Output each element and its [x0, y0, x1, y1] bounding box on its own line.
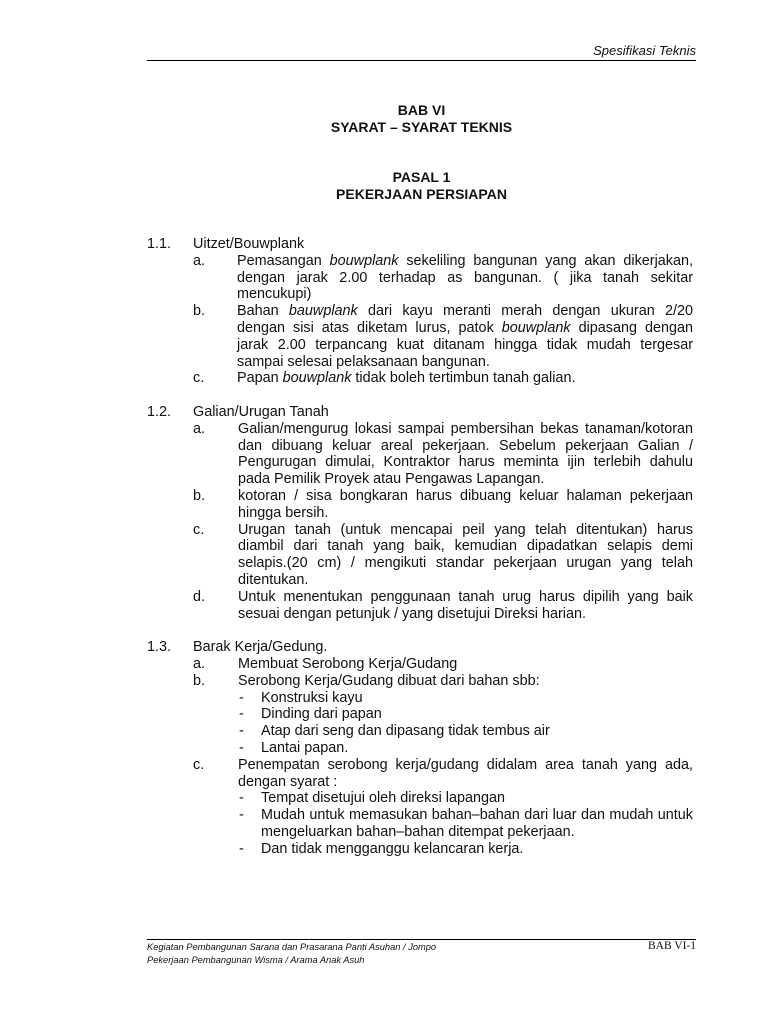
document-body	[147, 236, 693, 857]
sub-item	[238, 790, 693, 807]
section-1-2	[147, 404, 693, 622]
list-item	[193, 370, 693, 387]
article-title: PEKERJAAN PERSIAPAN	[336, 186, 507, 202]
list-label: d.	[193, 588, 206, 605]
sub-item-text: Mudah untuk memasukan bahan–bahan dari luar dan mudah untuk mengeluarkan bahan–bahan ditempat pekerjaan.	[261, 807, 693, 840]
article-number: PASAL 1	[392, 169, 451, 185]
dash-bullet: -	[239, 689, 244, 706]
section-number: 1.3.	[147, 639, 172, 656]
list-item	[193, 673, 693, 757]
list-item	[193, 522, 693, 589]
list-label: b.	[193, 303, 206, 320]
section-number: 1.1.	[147, 236, 172, 252]
list-label: a.	[193, 420, 206, 437]
sub-item-text: Tempat disetujui oleh direksi lapangan	[261, 790, 505, 807]
list-label: b.	[193, 487, 206, 504]
dash-bullet: -	[239, 739, 244, 756]
section-title: Uitzet/Bouwplank	[193, 236, 305, 252]
list-item	[193, 421, 693, 488]
dash-bullet: -	[239, 790, 244, 807]
page-number: BAB VI-1	[647, 940, 696, 952]
list-item	[193, 656, 693, 673]
header-rule	[147, 60, 696, 61]
dash-bullet: -	[239, 807, 244, 824]
item-text: Papan	[237, 370, 283, 387]
sub-item	[238, 740, 693, 757]
footer-line-2: Pekerjaan Pembangunan Wisma / Arama Anak Asuh	[147, 954, 365, 965]
footer-rule	[147, 939, 696, 940]
dash-bullet: -	[239, 840, 244, 857]
section-1-3	[147, 639, 693, 857]
sub-item-text: Lantai papan.	[261, 739, 349, 756]
list-label: b.	[193, 672, 206, 689]
section-title: Barak Kerja/Gedung.	[193, 639, 328, 656]
footer-project	[147, 941, 436, 966]
sub-item	[238, 807, 693, 841]
list-label: c.	[193, 521, 205, 538]
dash-bullet: -	[239, 706, 244, 723]
chapter-title: SYARAT – SYARAT TEKNIS	[330, 119, 513, 135]
item-text: Urugan tanah (untuk mencapai peil yang telah ditentukan) harus diambil dari tanah yang baik, kemudian dipadatkan selapis demi selapis.(20 cm) / mengikuti standar pekerjaan urugan yang telah ditentukan.	[238, 521, 693, 588]
list-label: a.	[193, 252, 206, 269]
item-text: tidak boleh tertimbun tanah galian.	[351, 370, 576, 387]
item-text: sekeliling bangunan yang akan dikerjakan, dengan jarak 2.00 terhadap as bangunan. ( jika tanah sekitar mencukupi)	[237, 252, 693, 303]
section-number: 1.2.	[147, 403, 172, 420]
sub-item	[238, 706, 693, 723]
item-text: Serobong Kerja/Gudang dibuat dari bahan sbb:	[238, 672, 540, 689]
list-item	[193, 488, 693, 522]
item-text: dipasang dengan jarak 2.00 terpancang kuat ditanam hingga tidak mudah tergesar sampai selesai pelaksanaan bangunan.	[237, 319, 693, 370]
sub-item-text: Dan tidak mengganggu kelancaran kerja.	[261, 840, 524, 857]
item-text: kotoran / sisa bongkaran harus dibuang keluar halaman pekerjaan hingga bersih.	[238, 487, 693, 521]
sub-item-text: Atap dari seng dan dipasang tidak tembus air	[261, 723, 550, 740]
list-item	[193, 253, 693, 303]
section-title: Galian/Urugan Tanah	[193, 403, 329, 420]
list-label: c.	[193, 756, 205, 773]
sub-item	[238, 690, 693, 707]
footer-line-1: Kegiatan Pembangunan Sarana dan Prasarana Panti Asuhan / Jompo	[147, 942, 437, 952]
sub-item-text: Konstruksi kayu	[261, 689, 363, 706]
list-label: a.	[193, 655, 206, 672]
list-label: c.	[193, 370, 205, 387]
list-item	[193, 303, 693, 370]
list-item	[193, 589, 693, 623]
dash-bullet: -	[239, 723, 244, 740]
item-text: dari kayu meranti merah dengan ukuran 2/20 dengan sisi atas diketam lurus, patok	[237, 303, 693, 336]
italic-term: bouwplank	[329, 252, 399, 269]
italic-term: bouwplank	[282, 370, 352, 387]
item-text: Penempatan serobong kerja/gudang didalam area tanah yang ada, dengan syarat :	[238, 756, 693, 790]
sub-item	[238, 723, 693, 740]
running-header: Spesifikasi Teknis	[593, 43, 696, 58]
item-text: Pemasangan	[237, 252, 330, 269]
sub-item	[238, 841, 693, 858]
list-item	[193, 757, 693, 858]
italic-term: bouwplank	[501, 319, 571, 336]
item-text: Bahan	[237, 303, 289, 320]
item-text: Untuk menentukan penggunaan tanah urug harus dipilih yang baik sesuai dengan petunjuk / yang disetujui Direksi harian.	[238, 588, 693, 622]
section-1-1	[147, 236, 693, 387]
italic-term: bauwplank	[288, 303, 358, 320]
item-text: Galian/mengurug lokasi sampai pembersihan bekas tanaman/kotoran dan dibuang keluar areal pekerjaan. Sebelum pekerjaan Galian / Pengurugan dimulai, Kontraktor harus meminta ijin terlebih dahulu pada Pemilik Proyek atau Pengawas Lapangan.	[238, 420, 693, 488]
chapter-number: BAB VI	[397, 102, 446, 118]
item-text: Membuat Serobong Kerja/Gudang	[238, 655, 458, 672]
sub-item-text: Dinding dari papan	[261, 706, 382, 723]
